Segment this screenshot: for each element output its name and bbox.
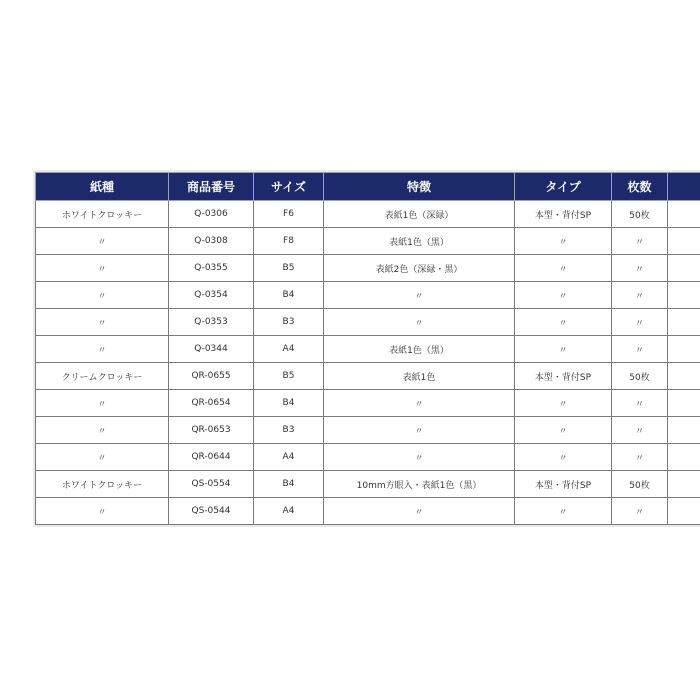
cell-type: 本型・背付SP (515, 201, 612, 228)
cell-features: 表紙1色（黒） (324, 336, 515, 363)
table-header-row (36, 173, 700, 201)
table-row (36, 336, 700, 363)
header-features: 特徴 (324, 173, 515, 201)
cell-type: 本型・背付SP (515, 471, 612, 498)
cell-paper-type: 〃 (36, 498, 169, 525)
cell-size: F6 (254, 201, 324, 228)
cell-size: B3 (254, 309, 324, 336)
cell-type: 〃 (515, 336, 612, 363)
cell-overflow (668, 363, 700, 390)
cell-size: A4 (254, 336, 324, 363)
cell-product-number: Q-0308 (169, 228, 254, 255)
table-row (36, 417, 700, 444)
cell-sheet-count: 50枚 (612, 201, 668, 228)
header-overflow-column (668, 173, 700, 201)
cell-overflow (668, 498, 700, 525)
table-row (36, 498, 700, 525)
cell-overflow (668, 444, 700, 471)
cell-paper-type: 〃 (36, 282, 169, 309)
cell-features: 表紙1色（黒） (324, 228, 515, 255)
cell-paper-type: 〃 (36, 417, 169, 444)
cell-size: B4 (254, 390, 324, 417)
table-row (36, 228, 700, 255)
cell-features: 〃 (324, 390, 515, 417)
header-type: タイプ (515, 173, 612, 201)
cell-sheet-count: 50枚 (612, 471, 668, 498)
cell-features: 〃 (324, 498, 515, 525)
table-row (36, 363, 700, 390)
table-row (36, 255, 700, 282)
cell-type: 〃 (515, 228, 612, 255)
cell-type: 〃 (515, 417, 612, 444)
cell-product-number: Q-0353 (169, 309, 254, 336)
cell-sheet-count: 〃 (612, 309, 668, 336)
cell-sheet-count: 〃 (612, 282, 668, 309)
cell-sheet-count: 〃 (612, 228, 668, 255)
cell-product-number: Q-0344 (169, 336, 254, 363)
table-row (36, 282, 700, 309)
cell-sheet-count: 〃 (612, 498, 668, 525)
table-row (36, 201, 700, 228)
cell-sheet-count: 〃 (612, 336, 668, 363)
cell-size: B4 (254, 282, 324, 309)
cell-paper-type: ホワイトクロッキー (36, 201, 169, 228)
cell-type: 〃 (515, 309, 612, 336)
cell-type: 〃 (515, 498, 612, 525)
cell-sheet-count: 〃 (612, 390, 668, 417)
cell-overflow (668, 309, 700, 336)
cell-type: 〃 (515, 444, 612, 471)
cell-product-number: QS-0554 (169, 471, 254, 498)
cell-product-number: QR-0655 (169, 363, 254, 390)
cell-features: 10mm方眼入・表紙1色（黒） (324, 471, 515, 498)
table-row (36, 444, 700, 471)
cell-sheet-count: 〃 (612, 255, 668, 282)
cell-overflow (668, 471, 700, 498)
cell-features: 表紙1色（深緑） (324, 201, 515, 228)
header-size: サイズ (254, 173, 324, 201)
cell-features: 〃 (324, 309, 515, 336)
cell-type: 本型・背付SP (515, 363, 612, 390)
table-row (36, 309, 700, 336)
cell-size: A4 (254, 444, 324, 471)
cell-product-number: Q-0355 (169, 255, 254, 282)
cell-overflow (668, 201, 700, 228)
product-spec-table (35, 172, 700, 525)
cell-product-number: QR-0653 (169, 417, 254, 444)
cell-overflow (668, 282, 700, 309)
cell-paper-type: 〃 (36, 309, 169, 336)
cell-sheet-count: 〃 (612, 417, 668, 444)
cell-paper-type: 〃 (36, 255, 169, 282)
cell-overflow (668, 336, 700, 363)
header-paper-type: 紙種 (36, 173, 169, 201)
cell-overflow (668, 255, 700, 282)
cell-paper-type: 〃 (36, 336, 169, 363)
cell-type: 〃 (515, 390, 612, 417)
cell-size: B5 (254, 363, 324, 390)
cell-type: 〃 (515, 282, 612, 309)
cell-product-number: QR-0644 (169, 444, 254, 471)
cell-paper-type: ホワイトクロッキー (36, 471, 169, 498)
cell-product-number: QS-0544 (169, 498, 254, 525)
table-row (36, 390, 700, 417)
cell-paper-type: 〃 (36, 228, 169, 255)
header-product-number: 商品番号 (169, 173, 254, 201)
cell-features: 〃 (324, 417, 515, 444)
cell-size: B4 (254, 471, 324, 498)
cell-type: 〃 (515, 255, 612, 282)
cell-product-number: Q-0306 (169, 201, 254, 228)
cell-overflow (668, 228, 700, 255)
cell-paper-type: 〃 (36, 390, 169, 417)
cell-features: 表紙2色（深緑・黒） (324, 255, 515, 282)
cell-size: B3 (254, 417, 324, 444)
cell-features: 〃 (324, 282, 515, 309)
cell-paper-type: クリームクロッキー (36, 363, 169, 390)
cell-size: B5 (254, 255, 324, 282)
cell-sheet-count: 50枚 (612, 363, 668, 390)
table-row (36, 471, 700, 498)
cell-sheet-count: 〃 (612, 444, 668, 471)
cell-paper-type: 〃 (36, 444, 169, 471)
cell-overflow (668, 417, 700, 444)
header-sheet-count: 枚数 (612, 173, 668, 201)
cell-features: 表紙1色 (324, 363, 515, 390)
cell-size: F8 (254, 228, 324, 255)
cell-size: A4 (254, 498, 324, 525)
cell-features: 〃 (324, 444, 515, 471)
cell-product-number: Q-0354 (169, 282, 254, 309)
cell-overflow (668, 390, 700, 417)
cell-product-number: QR-0654 (169, 390, 254, 417)
